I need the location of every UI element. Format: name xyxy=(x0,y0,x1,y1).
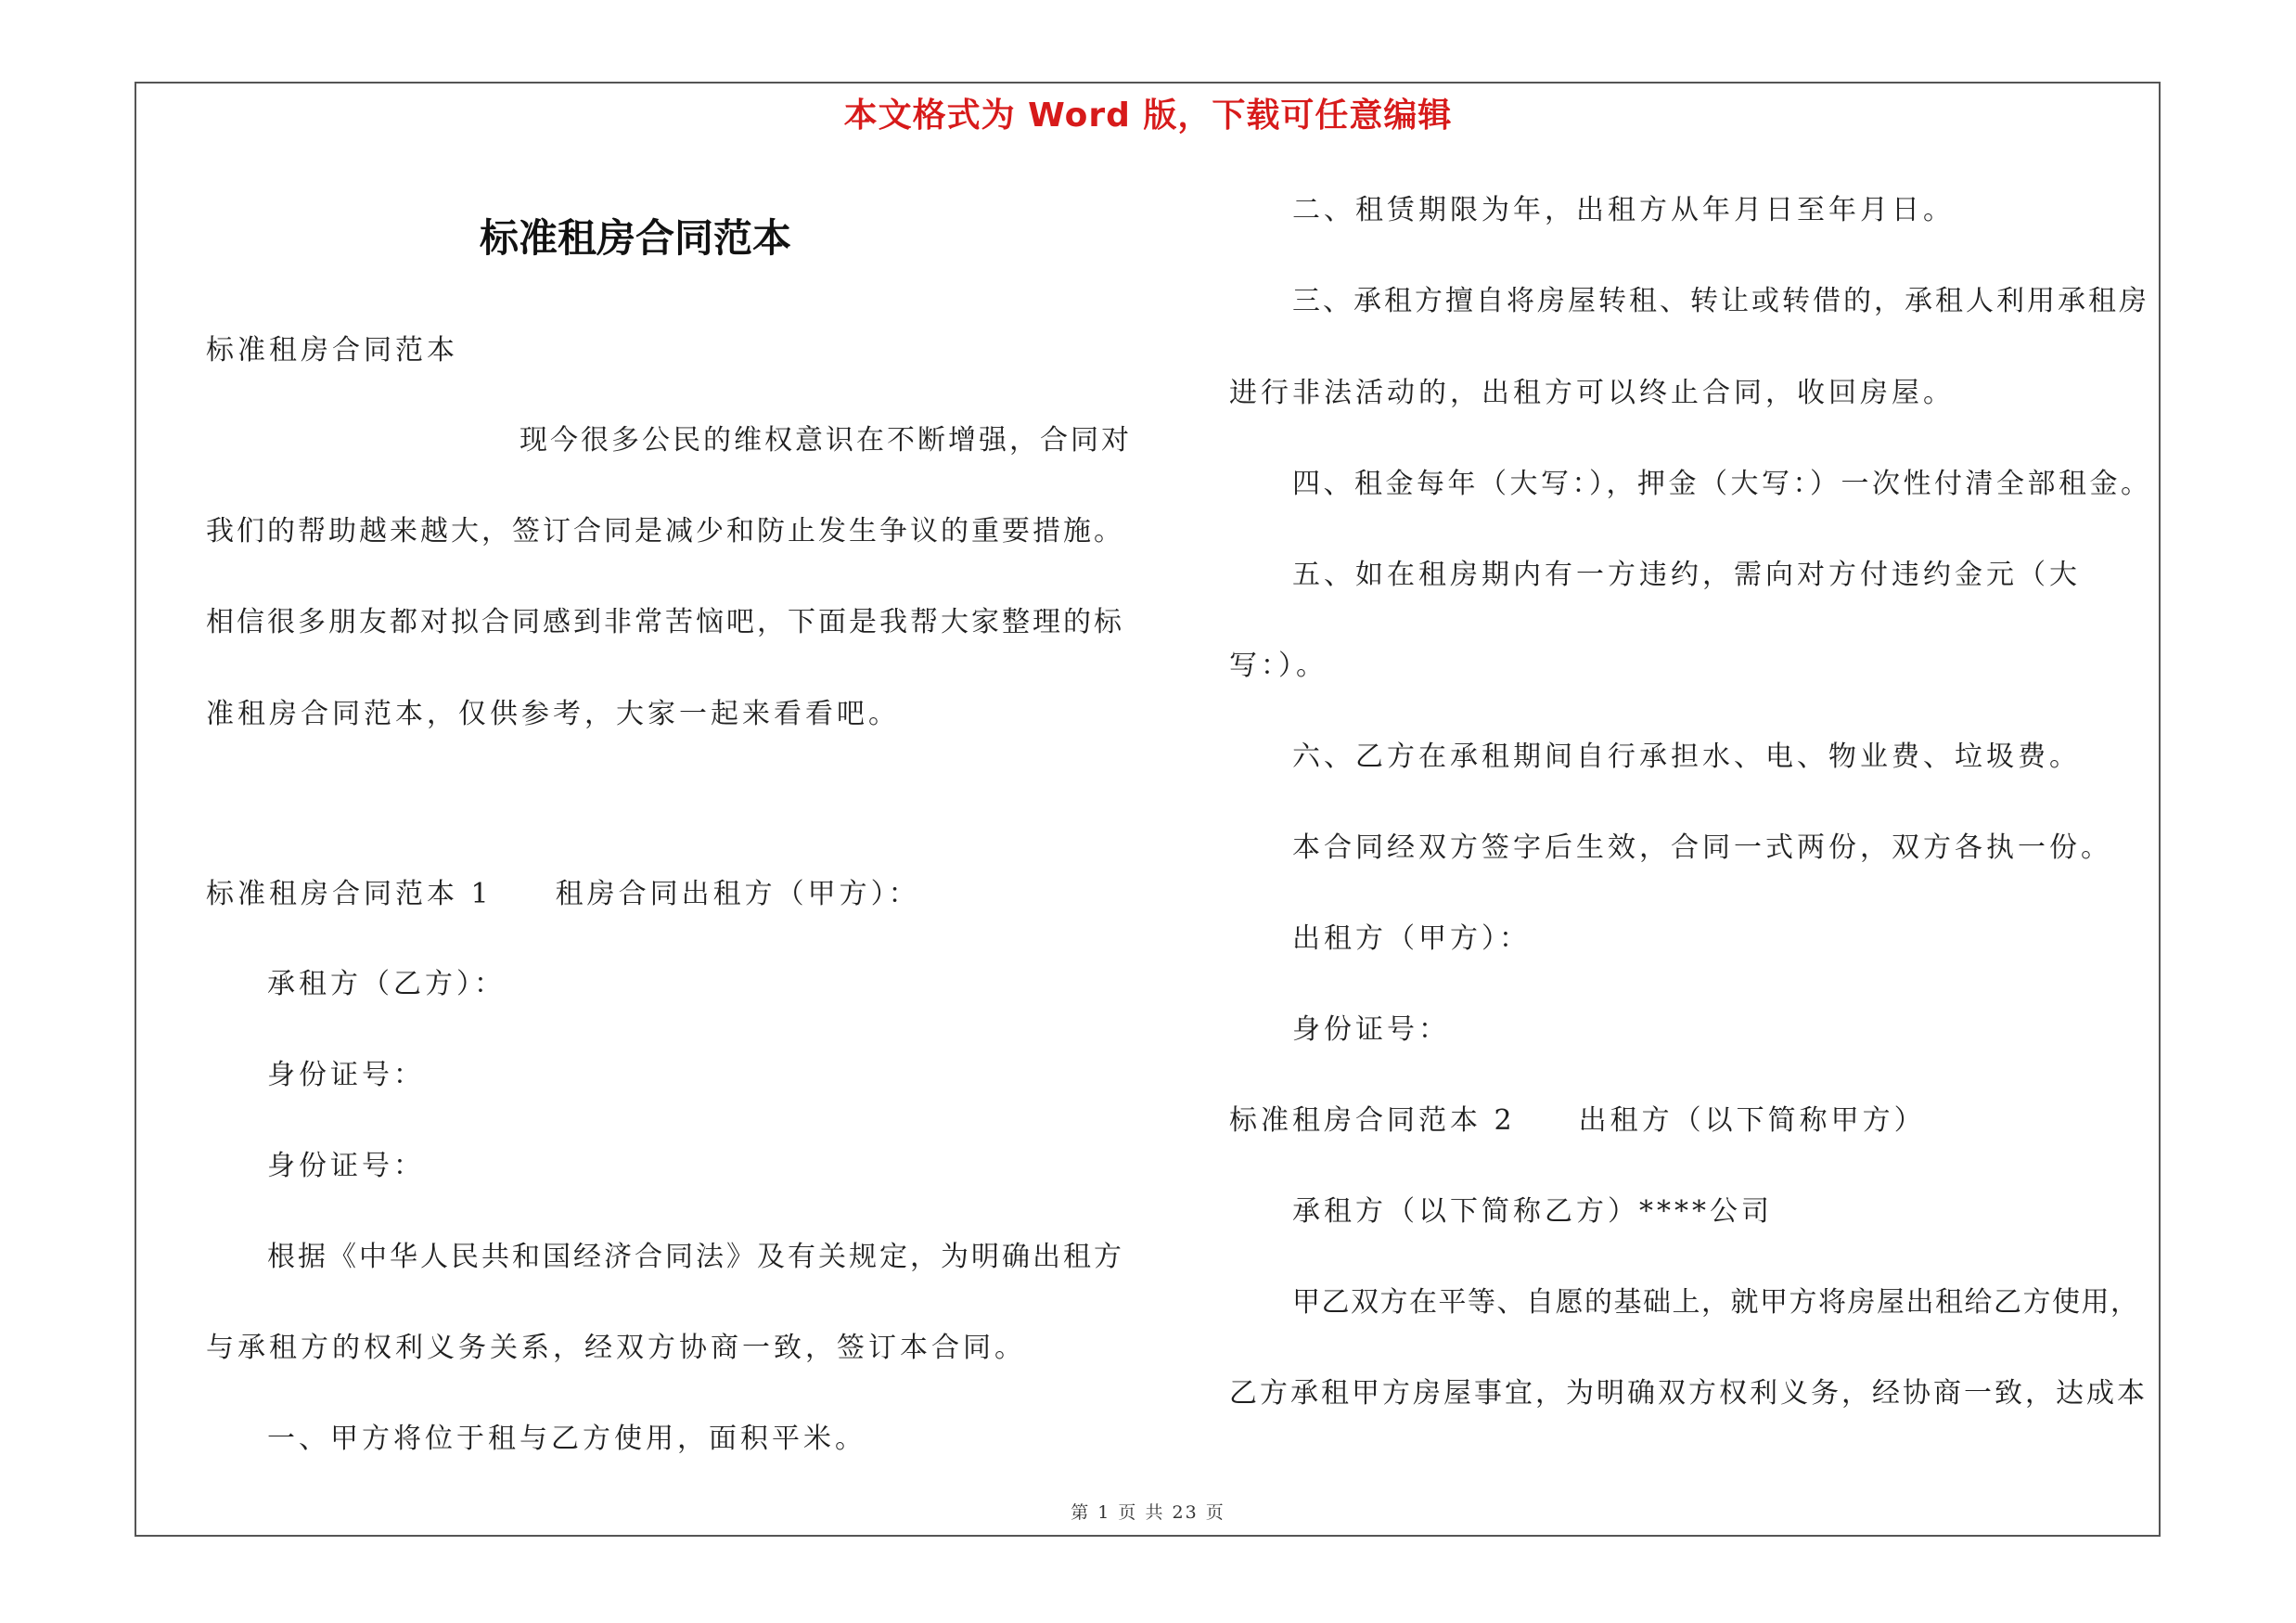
left-line: 身份证号： xyxy=(267,1150,425,1182)
left-line: 根据《中华人民共和国经济合同法》及有关规定，为明确出租方 xyxy=(267,1241,1124,1273)
page-number-footer: 第 1 页 共 23 页 xyxy=(1071,1502,1225,1523)
right-line: 四、租金每年（大写：），押金（大写：）一次性付清全部租金。 xyxy=(1292,468,2152,500)
right-line: 承租方（以下简称乙方）****公司 xyxy=(1292,1195,1773,1228)
left-line: 相信很多朋友都对拟合同感到非常苦恼吧，下面是我帮大家整理的标 xyxy=(206,606,1124,638)
right-line: 身份证号： xyxy=(1292,1013,1450,1046)
right-line: 出租方（甲方）： xyxy=(1292,922,1531,955)
document-title: 标准租房合同范本 xyxy=(479,215,791,261)
left-line: 我们的帮助越来越大，签订合同是减少和防止发生争议的重要措施。 xyxy=(206,515,1124,547)
right-line: 乙方承租甲方房屋事宜，为明确双方权利义务，经协商一致，达成本 xyxy=(1229,1377,2148,1410)
right-line: 二、租赁期限为年，出租方从年月日至年月日。 xyxy=(1292,194,1955,226)
right-line: 进行非法活动的，出租方可以终止合同，收回房屋。 xyxy=(1229,377,1955,409)
left-line: 标准租房合同范本 1 租房合同出租方（甲方）： xyxy=(206,878,920,910)
right-line: 写：）。 xyxy=(1229,650,1328,682)
right-line: 三、承租方擅自将房屋转租、转让或转借的，承租人利用承租房 xyxy=(1292,285,2149,317)
left-line: 与承租方的权利义务关系，经双方协商一致，签订本合同。 xyxy=(206,1332,1026,1364)
left-line: 身份证号： xyxy=(267,1059,425,1091)
left-line: 一、甲方将位于租与乙方使用，面积平米。 xyxy=(267,1423,866,1455)
right-line: 五、如在租房期内有一方违约，需向对方付违约金元（大 xyxy=(1292,559,2081,591)
right-line: 本合同经双方签字后生效，合同一式两份，双方各执一份。 xyxy=(1292,831,2112,864)
left-line: 标准租房合同范本 xyxy=(206,334,458,367)
left-line: 承租方（乙方）： xyxy=(267,968,506,1000)
left-line: 准租房合同范本，仅供参考，大家一起来看看吧。 xyxy=(206,698,900,730)
right-line: 标准租房合同范本 2 出租方（以下简称甲方） xyxy=(1229,1104,1926,1137)
word-format-banner: 本文格式为 Word 版，下载可任意编辑 xyxy=(843,97,1453,135)
right-line: 六、乙方在承租期间自行承担水、电、物业费、垃圾费。 xyxy=(1292,741,2081,773)
right-line: 甲乙双方在平等、自愿的基础上，就甲方将房屋出租给乙方使用， xyxy=(1292,1286,2140,1319)
left-line: 现今很多公民的维权意识在不断增强，合同对 xyxy=(519,424,1132,457)
